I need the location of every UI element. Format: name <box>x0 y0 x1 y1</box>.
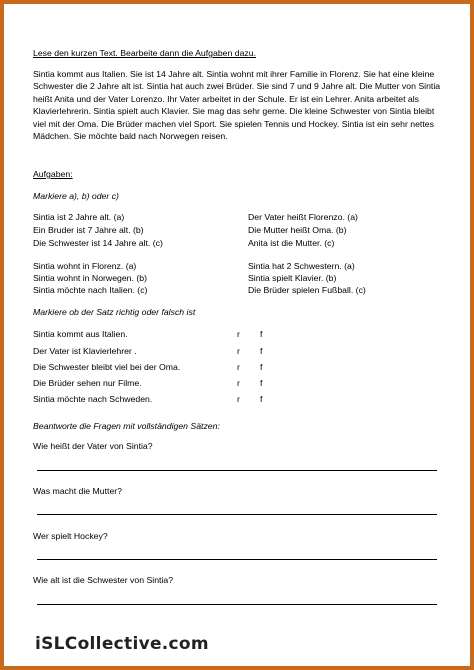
answer-line[interactable] <box>37 514 437 515</box>
question-text: Wie alt ist die Schwester von Sintia? <box>33 575 174 585</box>
task1-left-item: Sintia wohnt in Florenz. (a) <box>33 261 137 271</box>
worksheet-page <box>4 4 470 666</box>
true-false-statement: Die Schwester bleibt viel bei der Oma. <box>33 362 181 372</box>
true-false-statement: Der Vater ist Klavierlehrer . <box>33 346 137 356</box>
true-false-statement: Sintia möchte nach Schweden. <box>33 394 153 404</box>
answer-line[interactable] <box>37 559 437 560</box>
task1-left-item: Sintia ist 2 Jahre alt. (a) <box>33 212 125 222</box>
task1-right-item: Sintia spielt Klavier. (b) <box>248 273 337 283</box>
question-text: Wie heißt der Vater von Sintia? <box>33 441 153 451</box>
task1-left-item: Sintia möchte nach Italien. (c) <box>33 285 148 295</box>
task1-right-item: Die Mutter heißt Oma. (b) <box>248 225 347 235</box>
task1-instruction: Markiere a), b) oder c) <box>33 191 119 201</box>
true-false-statement: Die Brüder sehen nur Filme. <box>33 378 142 388</box>
site-watermark: iSLCollective.com <box>35 634 209 654</box>
false-mark: f <box>260 378 263 388</box>
true-mark: r <box>237 346 240 356</box>
task1-right-item: Sintia hat 2 Schwestern. (a) <box>248 261 355 271</box>
reading-text: Sintia kommt aus Italien. Sie ist 14 Jahre alt. Sintia wohnt mit ihrer Familie in Florenz. Sie hat eine kleine Schwester die 2 Jahre alt ist. Sintia hat auch zwei Brüder. Sie sind 7 und 9 Jahre alt. Die Mutter von Sintia heißt Anita und der Vater Lorenzo. Ihr Vater arbeitet in der Schule. Er ist ein Lehrer. Anita arbeitet als Klavierlehrerin. Sintia spielt auch Klavier. Sie mag das sehr gerne. Die kleine Schwester von Sintia bleibt viel mit der Oma. Die Brüder machen viel Sport. Sie spielen Tennis und Hockey. Sintia ist ein sehr nettes Mädchen. Sie möchte bald nach Norwegen reisen. <box>33 69 441 142</box>
true-mark: r <box>237 378 240 388</box>
tasks-heading: Aufgaben: <box>33 169 73 179</box>
true-false-statement: Sintia kommt aus Italien. <box>33 329 128 339</box>
task3-instruction: Beantworte die Fragen mit vollständigen Sätzen: <box>33 421 220 431</box>
task2-instruction: Markiere ob der Satz richtig oder falsch ist <box>33 307 196 317</box>
instructions-heading: Lese den kurzen Text. Bearbeite dann die Aufgaben dazu. <box>33 48 256 58</box>
false-mark: f <box>260 362 263 372</box>
task1-right-item: Der Vater heißt Florenzo. (a) <box>248 212 358 222</box>
question-text: Wer spielt Hockey? <box>33 531 108 541</box>
task1-right-item: Anita ist die Mutter. (c) <box>248 238 335 248</box>
false-mark: f <box>260 394 263 404</box>
answer-line[interactable] <box>37 470 437 471</box>
task1-right-item: Die Brüder spielen Fußball. (c) <box>248 285 366 295</box>
false-mark: f <box>260 329 263 339</box>
task1-left-item: Ein Bruder ist 7 Jahre alt. (b) <box>33 225 144 235</box>
answer-line[interactable] <box>37 604 437 605</box>
true-mark: r <box>237 362 240 372</box>
task1-left-item: Sintia wohnt in Norwegen. (b) <box>33 273 147 283</box>
task1-left-item: Die Schwester ist 14 Jahre alt. (c) <box>33 238 163 248</box>
false-mark: f <box>260 346 263 356</box>
question-text: Was macht die Mutter? <box>33 486 122 496</box>
true-mark: r <box>237 394 240 404</box>
true-mark: r <box>237 329 240 339</box>
